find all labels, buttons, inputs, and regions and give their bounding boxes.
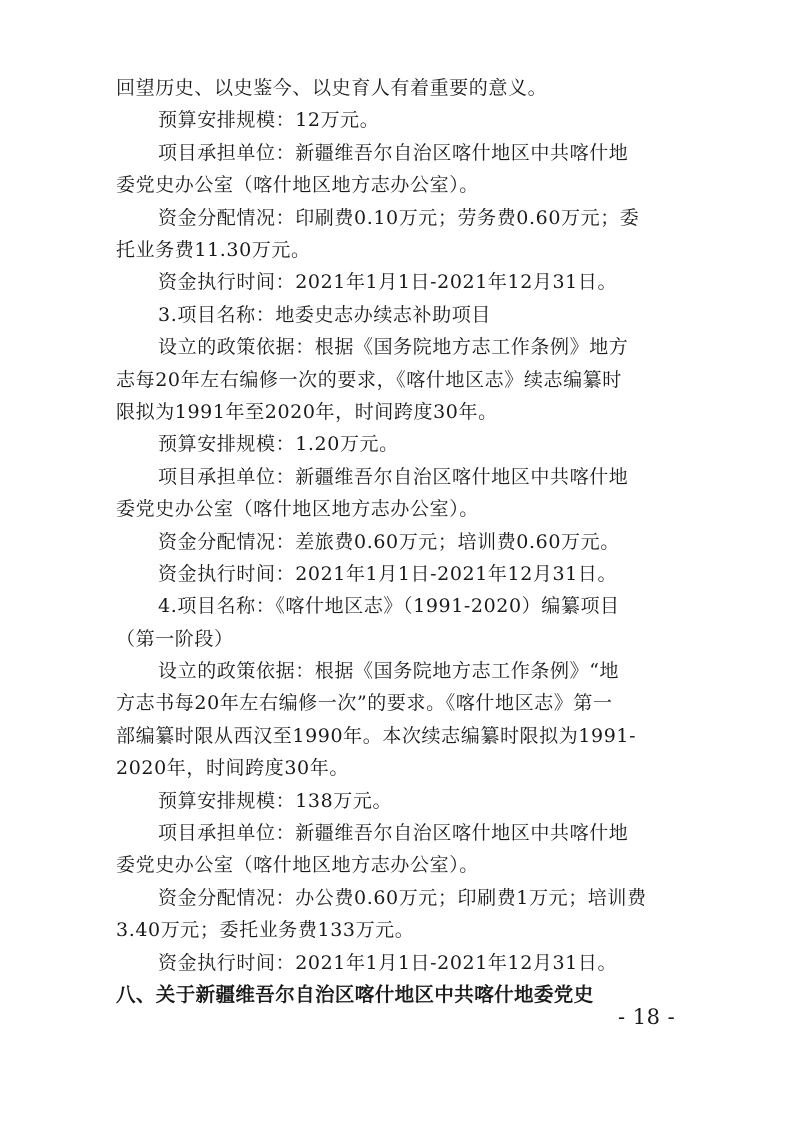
text-line: 预算安排规模：138万元。 <box>158 790 393 812</box>
text-line: 资金执行时间：2021年1月1日-2021年12月31日。 <box>158 271 618 293</box>
section-heading: 八、关于新疆维吾尔自治区喀什地区中共喀什地委党史 <box>116 983 594 1006</box>
text-line: 项目承担单位：新疆维吾尔自治区喀什地区中共喀什地 <box>158 142 629 164</box>
text-line: 委党史办公室（喀什地区地方志办公室）。 <box>116 498 479 520</box>
text-line: 设立的政策依据：根据《国务院地方志工作条例》地方 <box>158 336 629 358</box>
text-line: 回望历史、以史鉴今、以史育人有着重要的意义。 <box>116 77 548 99</box>
text-line: 方志书每20年左右编修一次”的要求。《喀什地区志》第一 <box>116 692 613 714</box>
text-line: 资金执行时间：2021年1月1日-2021年12月31日。 <box>158 952 618 974</box>
text-line: 预算安排规模：1.20万元。 <box>158 433 399 455</box>
text-line: 4.项目名称：《喀什地区志》（1991-2020）编纂项目 <box>158 595 620 617</box>
page-number: - 18 - <box>618 1005 676 1029</box>
text-line: 项目承担单位：新疆维吾尔自治区喀什地区中共喀什地 <box>158 822 629 844</box>
text-line: （第一阶段） <box>116 628 234 650</box>
text-line: 限拟为1991年至2020年，时间跨度30年。 <box>116 401 498 423</box>
text-line: 资金分配情况：办公费0.60万元；印刷费1万元；培训费 <box>158 887 647 909</box>
text-line: 3.40万元；委托业务费133万元。 <box>116 919 415 941</box>
text-line: 志每20年左右编修一次的要求，《喀什地区志》续志编纂时 <box>116 369 622 391</box>
text-line: 资金分配情况：差旅费0.60万元；培训费0.60万元。 <box>158 531 620 553</box>
text-line: 项目承担单位：新疆维吾尔自治区喀什地区中共喀什地 <box>158 466 629 488</box>
text-line: 资金分配情况：印刷费0.10万元；劳务费0.60万元；委 <box>158 207 640 229</box>
text-line: 设立的政策依据：根据《国务院地方志工作条例》“地 <box>158 660 620 682</box>
text-line: 资金执行时间：2021年1月1日-2021年12月31日。 <box>158 563 618 585</box>
text-line: 预算安排规模：12万元。 <box>158 109 380 131</box>
text-line: 委党史办公室（喀什地区地方志办公室）。 <box>116 854 479 876</box>
text-line: 2020年，时间跨度30年。 <box>116 757 349 779</box>
text-line: 托业务费11.30万元。 <box>116 239 311 261</box>
text-line: 委党史办公室（喀什地区地方志办公室）。 <box>116 174 479 196</box>
text-line: 部编纂时限从西汉至1990年。本次续志编纂时限拟为1991- <box>116 725 637 747</box>
text-line: 3.项目名称：地委史志办续志补助项目 <box>158 304 491 326</box>
